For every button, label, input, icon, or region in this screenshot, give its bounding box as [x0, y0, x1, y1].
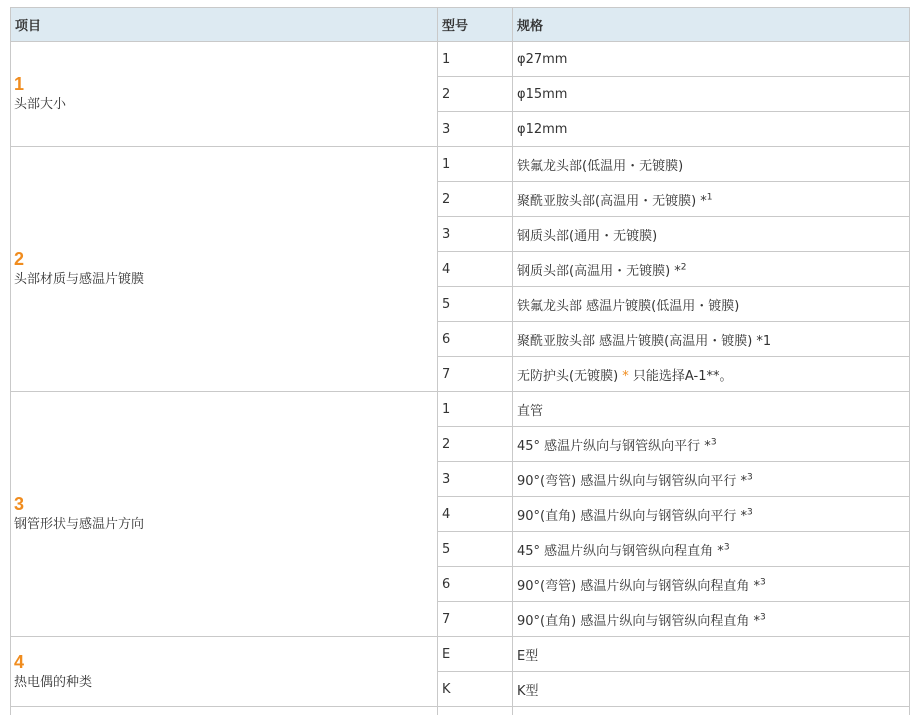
- spec-text: E型: [517, 648, 539, 664]
- spec-text: φ27mm: [517, 51, 568, 67]
- item-cell-4: [11, 637, 438, 707]
- spec-text: 90°(直角) 感温片纵向与钢管纵向程直角 *: [517, 613, 760, 629]
- spec-cell: [513, 532, 910, 567]
- spec-text: φ15mm: [517, 86, 568, 102]
- spec-text: 45° 感温片纵向与钢管纵向平行 *: [517, 438, 711, 454]
- spec-cell: [513, 77, 910, 112]
- item-cell-2: [11, 147, 438, 392]
- model-cell: 1: [438, 392, 513, 427]
- footnote-mark: 3: [723, 542, 730, 553]
- footnote-mark: 3: [759, 612, 766, 623]
- spec-cell: [513, 182, 910, 217]
- item-number: 1: [14, 74, 25, 94]
- model-cell: 7: [438, 357, 513, 392]
- header-item: 项目: [11, 8, 438, 42]
- model-cell: 2: [438, 77, 513, 112]
- model-cell: 6: [438, 322, 513, 357]
- model-cell: 3: [438, 217, 513, 252]
- spec-text: 90°(弯管) 感温片纵向与钢管纵向程直角 *: [517, 578, 760, 594]
- spec-cell: [513, 672, 910, 707]
- model-cell: 5: [438, 532, 513, 567]
- spec-cell: [513, 602, 910, 637]
- spec-cell: [513, 392, 910, 427]
- spec-cell: [513, 357, 910, 392]
- item-cell-3: [11, 392, 438, 637]
- spec-text: 90°(弯管) 感温片纵向与钢管纵向平行 *: [517, 473, 747, 489]
- spec-text: 无防护头(无镀膜): [517, 368, 623, 384]
- item-label: 钢管形状与感温片方向: [14, 517, 145, 532]
- table-row-partial: [11, 707, 910, 715]
- spec-cell: [513, 567, 910, 602]
- spec-text: φ12mm: [517, 121, 568, 137]
- model-cell: 1: [438, 42, 513, 77]
- spec-text: 90°(直角) 感温片纵向与钢管纵向平行 *: [517, 508, 747, 524]
- spec-cell: [513, 217, 910, 252]
- model-cell: 7: [438, 602, 513, 637]
- table-row: [11, 42, 910, 77]
- footnote-mark: 3: [746, 472, 753, 483]
- table-row: [11, 392, 910, 427]
- footnote-mark: 3: [710, 437, 717, 448]
- spec-text: K型: [517, 683, 539, 699]
- item-number: 3: [14, 494, 25, 514]
- model-cell: K: [438, 672, 513, 707]
- table-row: [11, 147, 910, 182]
- spec-cell: [513, 637, 910, 672]
- spec-text: 聚酰亚胺头部 感温片镀膜(高温用・镀膜) *1: [517, 333, 772, 349]
- table-body: [11, 42, 910, 715]
- item-number: 4: [14, 651, 25, 672]
- model-cell: 4: [438, 497, 513, 532]
- spec-text: 钢质头部(通用・无镀膜): [517, 228, 658, 244]
- footnote-mark: 3: [746, 507, 753, 518]
- header-spec: 规格: [513, 8, 910, 42]
- item-cell-1: [11, 42, 438, 147]
- spec-cell: [513, 427, 910, 462]
- model-cell: 2: [438, 427, 513, 462]
- footnote-mark: 1: [706, 192, 713, 203]
- spec-text: 铁氟龙头部 感温片镀膜(低温用・镀膜): [517, 298, 740, 314]
- model-cell: 3: [438, 112, 513, 147]
- spec-cell: [513, 287, 910, 322]
- spec-cell: [513, 147, 910, 182]
- spec-text: 直管: [517, 403, 544, 419]
- spec-table-container: [10, 7, 909, 715]
- note-text: 只能选择A-1**。: [628, 368, 733, 384]
- model-cell: 1: [438, 147, 513, 182]
- spec-text: 聚酰亚胺头部(高温用・无镀膜) *: [517, 193, 707, 209]
- model-cell-partial: [438, 707, 513, 715]
- spec-cell: [513, 42, 910, 77]
- item-label: 头部大小: [14, 97, 67, 112]
- model-cell: E: [438, 637, 513, 672]
- spec-cell-partial: [513, 707, 910, 715]
- spec-text: 45° 感温片纵向与钢管纵向程直角 *: [517, 543, 724, 559]
- table-header-row: [11, 8, 910, 42]
- item-label: 热电偶的种类: [14, 674, 93, 690]
- footnote-mark: 2: [680, 262, 687, 273]
- spec-cell: [513, 497, 910, 532]
- model-cell: 3: [438, 462, 513, 497]
- spec-text: 钢质头部(高温用・无镀膜) *: [517, 263, 681, 279]
- item-cell-partial: [11, 707, 438, 715]
- model-cell: 6: [438, 567, 513, 602]
- table-row: [11, 637, 910, 672]
- item-label: 头部材质与感温片镀膜: [14, 272, 145, 287]
- model-cell: 5: [438, 287, 513, 322]
- spec-text: 铁氟龙头部(低温用・无镀膜): [517, 158, 684, 174]
- header-model: 型号: [438, 8, 513, 42]
- footnote-mark: 3: [759, 577, 766, 588]
- note-star: *: [622, 368, 629, 384]
- spec-cell: [513, 252, 910, 287]
- spec-cell: [513, 322, 910, 357]
- spec-cell: [513, 112, 910, 147]
- spec-cell: [513, 462, 910, 497]
- spec-table: [10, 7, 910, 715]
- item-number: 2: [14, 249, 25, 269]
- model-cell: 4: [438, 252, 513, 287]
- model-cell: 2: [438, 182, 513, 217]
